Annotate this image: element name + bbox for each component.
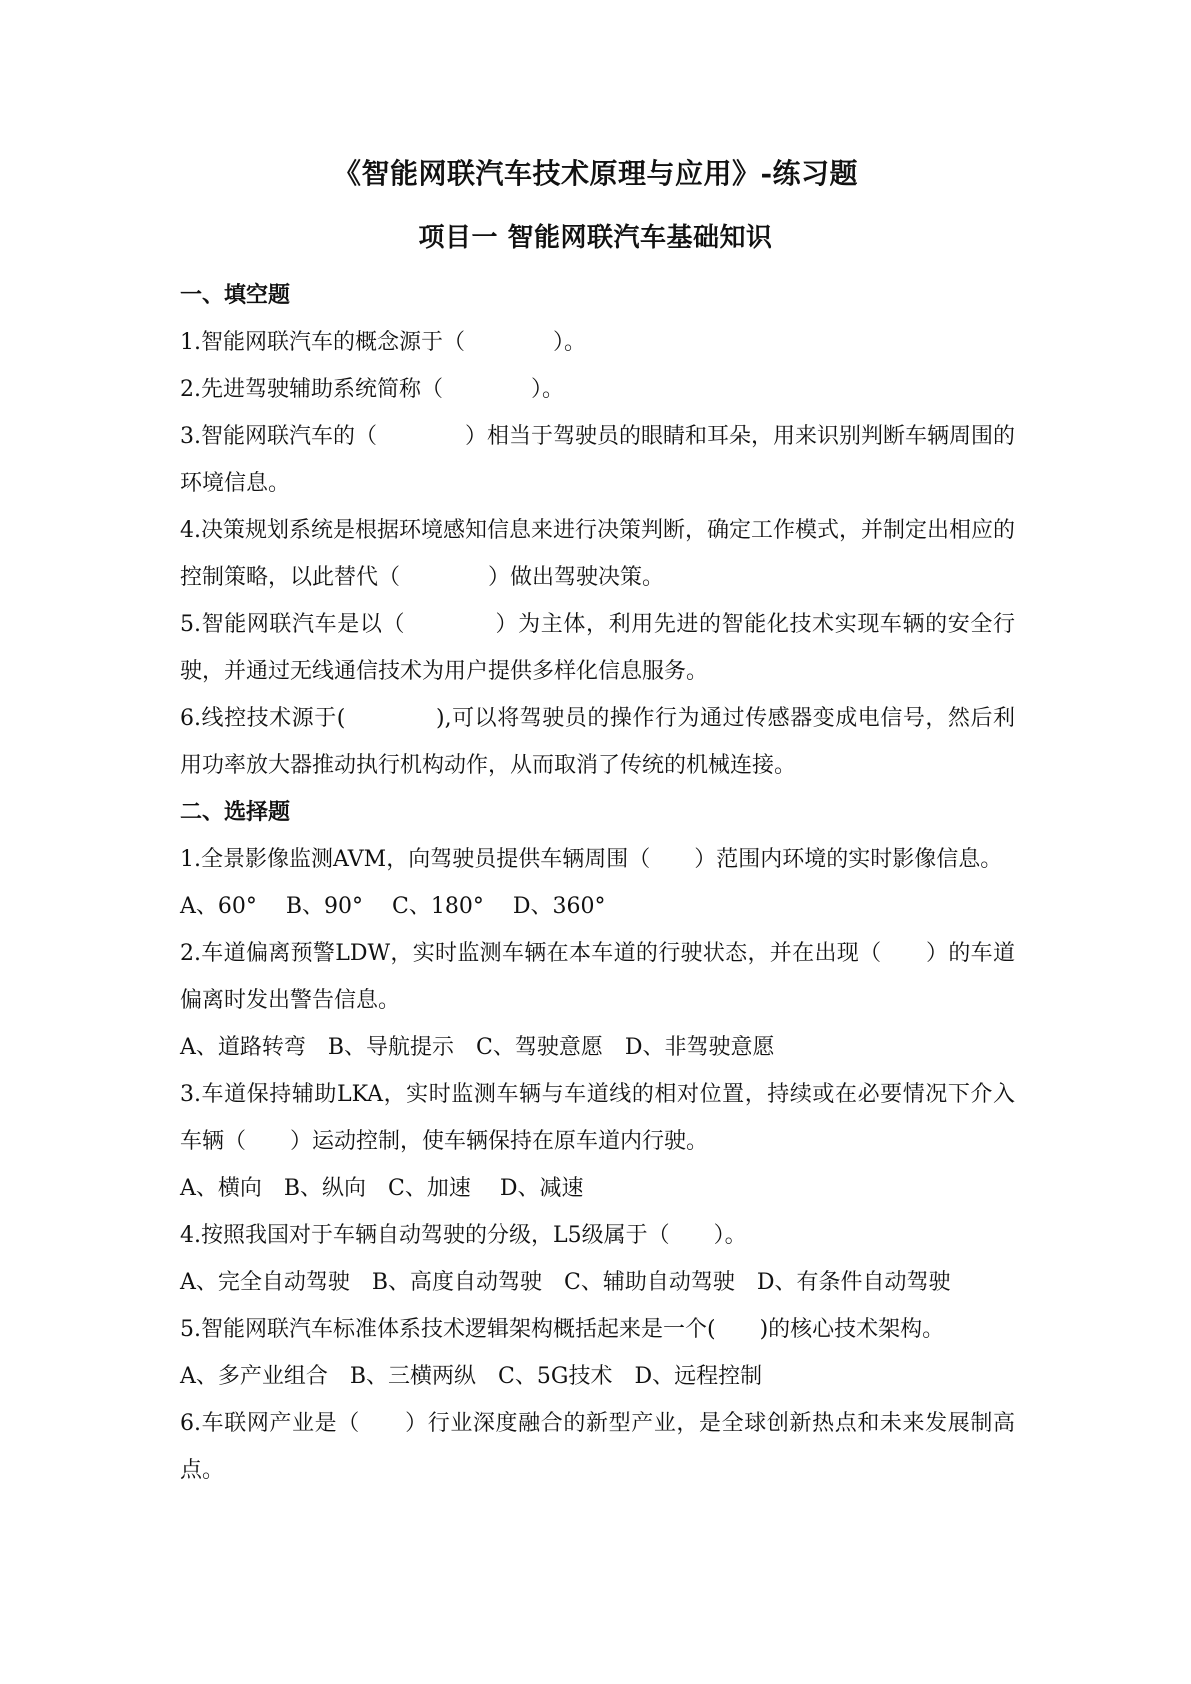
fill-blank-question: 5.智能网联汽车是以（ ）为主体，利用先进的智能化技术实现车辆的安全行驶，并通过无线通信技术为用户提供多样化信息服务。 [180,612,1015,684]
choice-options: A、道路转弯 B、导航提示 C、驾驶意愿 D、非驾驶意愿 [180,1035,775,1060]
fill-blank-question: 3.智能网联汽车的（ ）相当于驾驶员的眼睛和耳朵，用来识别判断车辆周围的环境信息。 [180,424,1015,496]
choice-question: 5.智能网联汽车标准体系技术逻辑架构概括起来是一个( )的核心技术架构。 [180,1317,945,1342]
document-subtitle: 项目一 智能网联汽车基础知识 [418,223,773,253]
choice-question: 3.车道保持辅助LKA，实时监测车辆与车道线的相对位置，持续或在必要情况下介入车辆（ ）运动控制，使车辆保持在原车道内行驶。 [180,1082,1015,1154]
fill-blank-question: 1.智能网联汽车的概念源于（ ）。 [180,330,586,355]
fill-blank-question: 4.决策规划系统是根据环境感知信息来进行决策判断，确定工作模式，并制定出相应的控制策略，以此替代（ ）做出驾驶决策。 [180,518,1015,590]
choice-options: A、多产业组合 B、三横两纵 C、5G技术 D、远程控制 [180,1364,763,1389]
choice-question: 4.按照我国对于车辆自动驾驶的分级，L5级属于（ ）。 [180,1223,747,1248]
fill-blank-question: 6.线控技术源于( ),可以将驾驶员的操作行为通过传感器变成电信号，然后利用功率放大器推动执行机构动作，从而取消了传统的机械连接。 [180,706,1015,778]
section-heading-choice: 二、选择题 [180,799,291,825]
choice-question: 2.车道偏离预警LDW，实时监测车辆在本车道的行驶状态，并在出现（ ）的车道偏离时发出警告信息。 [180,941,1015,1013]
section-heading-fill-blank: 一、填空题 [180,282,291,308]
choice-options: A、横向 B、纵向 C、加速 D、减速 [180,1176,584,1201]
choice-question: 6.车联网产业是（ ）行业深度融合的新型产业，是全球创新热点和未来发展制高点。 [180,1411,1015,1483]
document-title: 《智能网联汽车技术原理与应用》-练习题 [332,157,859,190]
choice-question: 1.全景影像监测AVM，向驾驶员提供车辆周围（ ）范围内环境的实时影像信息。 [180,847,1003,872]
document-body [180,272,1015,1494]
choice-options: A、完全自动驾驶 B、高度自动驾驶 C、辅助自动驾驶 D、有条件自动驾驶 [180,1270,951,1295]
fill-blank-question: 2.先进驾驶辅助系统简称（ ）。 [180,377,564,402]
choice-options: A、60° B、90° C、180° D、360° [180,894,606,919]
